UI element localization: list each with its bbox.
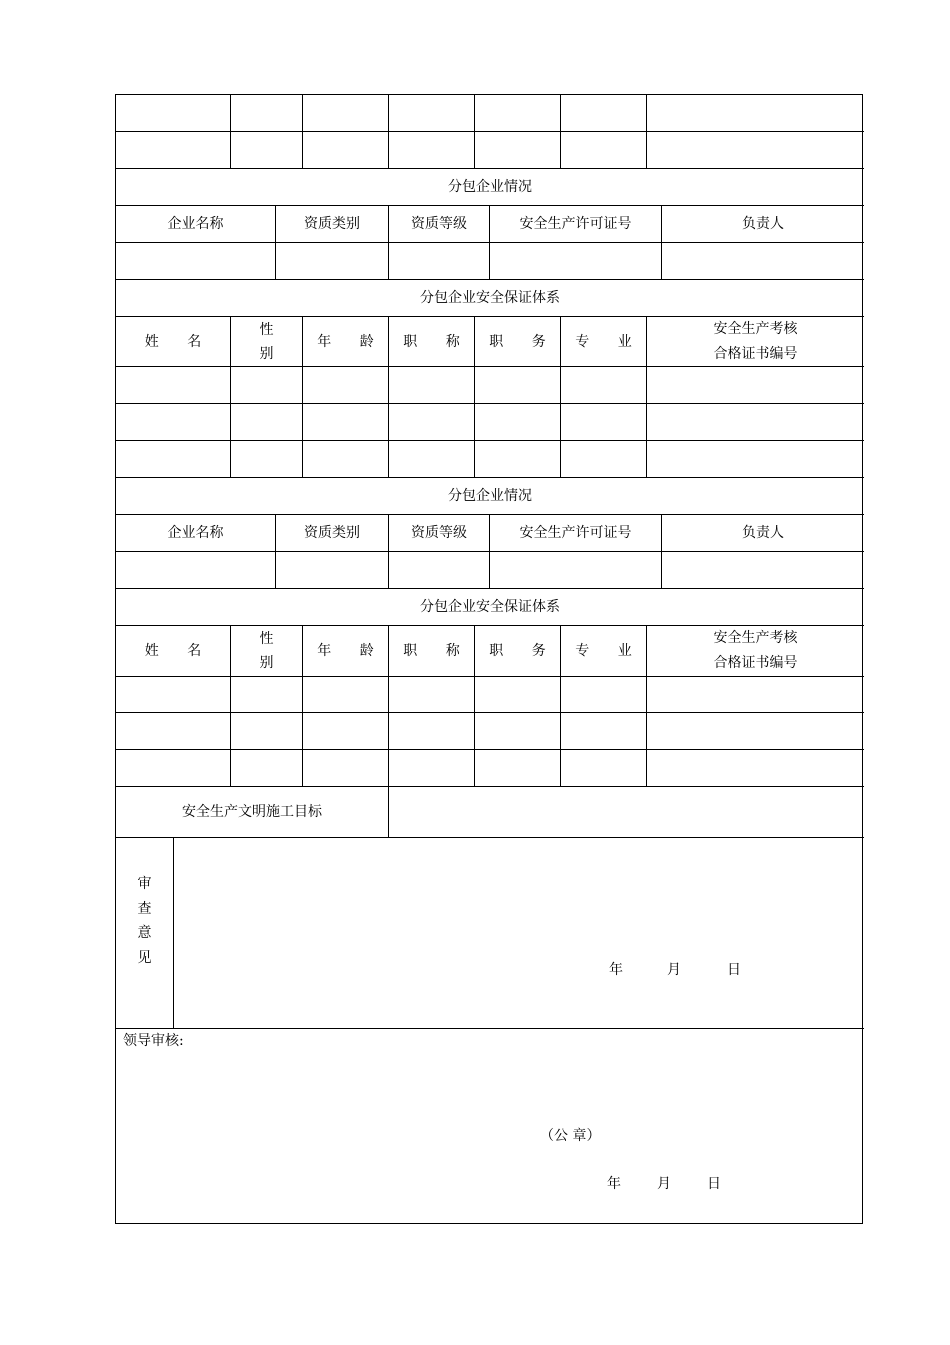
table-row-cell[interactable] bbox=[475, 713, 561, 750]
section-title: 分包企业安全保证体系 bbox=[116, 589, 864, 626]
section-title: 分包企业情况 bbox=[116, 169, 864, 206]
review-label-char: 查 bbox=[137, 900, 152, 917]
header-cell: 安全生产许可证号 bbox=[490, 206, 662, 243]
header-cell: 职 称 bbox=[389, 626, 475, 677]
table-row-cell[interactable] bbox=[647, 713, 864, 750]
table-row-cell[interactable] bbox=[647, 441, 864, 478]
header-cell: 资质等级 bbox=[389, 206, 490, 243]
table-row-cell[interactable] bbox=[475, 750, 561, 787]
leader-date-year: 年 bbox=[607, 1176, 621, 1192]
form-table bbox=[115, 94, 863, 1224]
section-title: 分包企业安全保证体系 bbox=[116, 280, 864, 317]
review-label-char: 审 bbox=[137, 876, 152, 892]
table-row-cell[interactable] bbox=[116, 404, 231, 441]
table-row-cell[interactable] bbox=[561, 750, 647, 787]
input-cell[interactable] bbox=[389, 243, 490, 280]
leader-approval-area[interactable] bbox=[116, 1029, 864, 1223]
table-row-cell[interactable] bbox=[389, 677, 475, 713]
input-cell[interactable] bbox=[276, 552, 389, 589]
table-row-cell[interactable] bbox=[561, 95, 647, 132]
input-cell[interactable] bbox=[662, 552, 864, 589]
table-row-cell[interactable] bbox=[647, 750, 864, 787]
table-row-cell[interactable] bbox=[303, 404, 389, 441]
table-row-cell[interactable] bbox=[116, 441, 231, 478]
table-row-cell[interactable] bbox=[303, 132, 389, 169]
review-date-day: 日 bbox=[727, 962, 741, 978]
table-row-cell[interactable] bbox=[475, 677, 561, 713]
table-row-cell[interactable] bbox=[303, 441, 389, 478]
header-cell: 企业名称 bbox=[116, 206, 276, 243]
header-cell: 性 别 bbox=[231, 317, 303, 367]
input-cell[interactable] bbox=[389, 552, 490, 589]
table-row-cell[interactable] bbox=[475, 95, 561, 132]
input-cell[interactable] bbox=[116, 243, 276, 280]
review-label bbox=[116, 838, 174, 1029]
header-cell: 专 业 bbox=[561, 317, 647, 367]
section-title: 分包企业情况 bbox=[116, 478, 864, 515]
header-cell: 姓 名 bbox=[116, 317, 231, 367]
table-row-cell[interactable] bbox=[389, 95, 475, 132]
table-row-cell[interactable] bbox=[561, 713, 647, 750]
table-row-cell[interactable] bbox=[561, 367, 647, 404]
table-row-cell[interactable] bbox=[475, 132, 561, 169]
table-row-cell[interactable] bbox=[231, 132, 303, 169]
input-cell[interactable] bbox=[116, 552, 276, 589]
review-label-char: 见 bbox=[137, 949, 152, 966]
review-date-year: 年 bbox=[609, 962, 623, 978]
table-row-cell[interactable] bbox=[116, 713, 231, 750]
review-label-char: 意 bbox=[137, 925, 152, 941]
table-row-cell[interactable] bbox=[231, 367, 303, 404]
table-row-cell[interactable] bbox=[231, 750, 303, 787]
table-row-cell[interactable] bbox=[561, 441, 647, 478]
table-row-cell[interactable] bbox=[303, 95, 389, 132]
table-row-cell[interactable] bbox=[647, 367, 864, 404]
input-cell[interactable] bbox=[276, 243, 389, 280]
input-cell[interactable] bbox=[490, 552, 662, 589]
table-row-cell[interactable] bbox=[475, 441, 561, 478]
table-row-cell[interactable] bbox=[231, 404, 303, 441]
table-row-cell[interactable] bbox=[389, 750, 475, 787]
table-row-cell[interactable] bbox=[231, 95, 303, 132]
table-row-cell[interactable] bbox=[647, 677, 864, 713]
table-row-cell[interactable] bbox=[647, 404, 864, 441]
goal-label: 安全生产文明施工目标 bbox=[116, 787, 389, 838]
table-row-cell[interactable] bbox=[303, 713, 389, 750]
table-row-cell[interactable] bbox=[389, 404, 475, 441]
table-row-cell[interactable] bbox=[303, 367, 389, 404]
table-row-cell[interactable] bbox=[303, 677, 389, 713]
header-cell: 负责人 bbox=[662, 206, 864, 243]
header-cell: 资质类别 bbox=[276, 206, 389, 243]
leader-date-month: 月 bbox=[657, 1176, 671, 1192]
header-cell: 企业名称 bbox=[116, 515, 276, 552]
input-cell[interactable] bbox=[490, 243, 662, 280]
table-row-cell[interactable] bbox=[303, 750, 389, 787]
table-row-cell[interactable] bbox=[116, 750, 231, 787]
header-cell: 安全生产考核 合格证书编号 bbox=[647, 626, 864, 677]
leader-date-day: 日 bbox=[707, 1176, 721, 1192]
table-row-cell[interactable] bbox=[389, 132, 475, 169]
table-row-cell[interactable] bbox=[475, 404, 561, 441]
table-row-cell[interactable] bbox=[561, 132, 647, 169]
table-row-cell[interactable] bbox=[475, 367, 561, 404]
table-row-cell[interactable] bbox=[231, 441, 303, 478]
header-cell: 安全生产考核 合格证书编号 bbox=[647, 317, 864, 367]
table-row-cell[interactable] bbox=[561, 404, 647, 441]
header-cell: 安全生产许可证号 bbox=[490, 515, 662, 552]
table-row-cell[interactable] bbox=[116, 677, 231, 713]
table-row-cell[interactable] bbox=[647, 132, 864, 169]
header-cell: 姓 名 bbox=[116, 626, 231, 677]
header-cell: 职 务 bbox=[475, 626, 561, 677]
table-row-cell[interactable] bbox=[116, 95, 231, 132]
header-cell: 年 龄 bbox=[303, 626, 389, 677]
header-cell: 年 龄 bbox=[303, 317, 389, 367]
review-opinion-area[interactable] bbox=[174, 838, 864, 1029]
input-cell[interactable] bbox=[662, 243, 864, 280]
header-cell: 性 别 bbox=[231, 626, 303, 677]
header-cell: 专 业 bbox=[561, 626, 647, 677]
table-row-cell[interactable] bbox=[116, 367, 231, 404]
table-row-cell[interactable] bbox=[116, 132, 231, 169]
table-row-cell[interactable] bbox=[389, 367, 475, 404]
table-row-cell[interactable] bbox=[389, 441, 475, 478]
header-cell: 负责人 bbox=[662, 515, 864, 552]
table-row-cell[interactable] bbox=[389, 713, 475, 750]
header-cell: 职 务 bbox=[475, 317, 561, 367]
review-date-month: 月 bbox=[667, 962, 681, 978]
table-row-cell[interactable] bbox=[647, 95, 864, 132]
header-cell: 职 称 bbox=[389, 317, 475, 367]
leader-label: 领导审核: bbox=[123, 1033, 184, 1049]
table-row-cell[interactable] bbox=[231, 677, 303, 713]
goal-input[interactable] bbox=[389, 787, 864, 838]
header-cell: 资质等级 bbox=[389, 515, 490, 552]
seal-label: （公 章） bbox=[540, 1128, 601, 1144]
table-row-cell[interactable] bbox=[231, 713, 303, 750]
header-cell: 资质类别 bbox=[276, 515, 389, 552]
table-row-cell[interactable] bbox=[561, 677, 647, 713]
